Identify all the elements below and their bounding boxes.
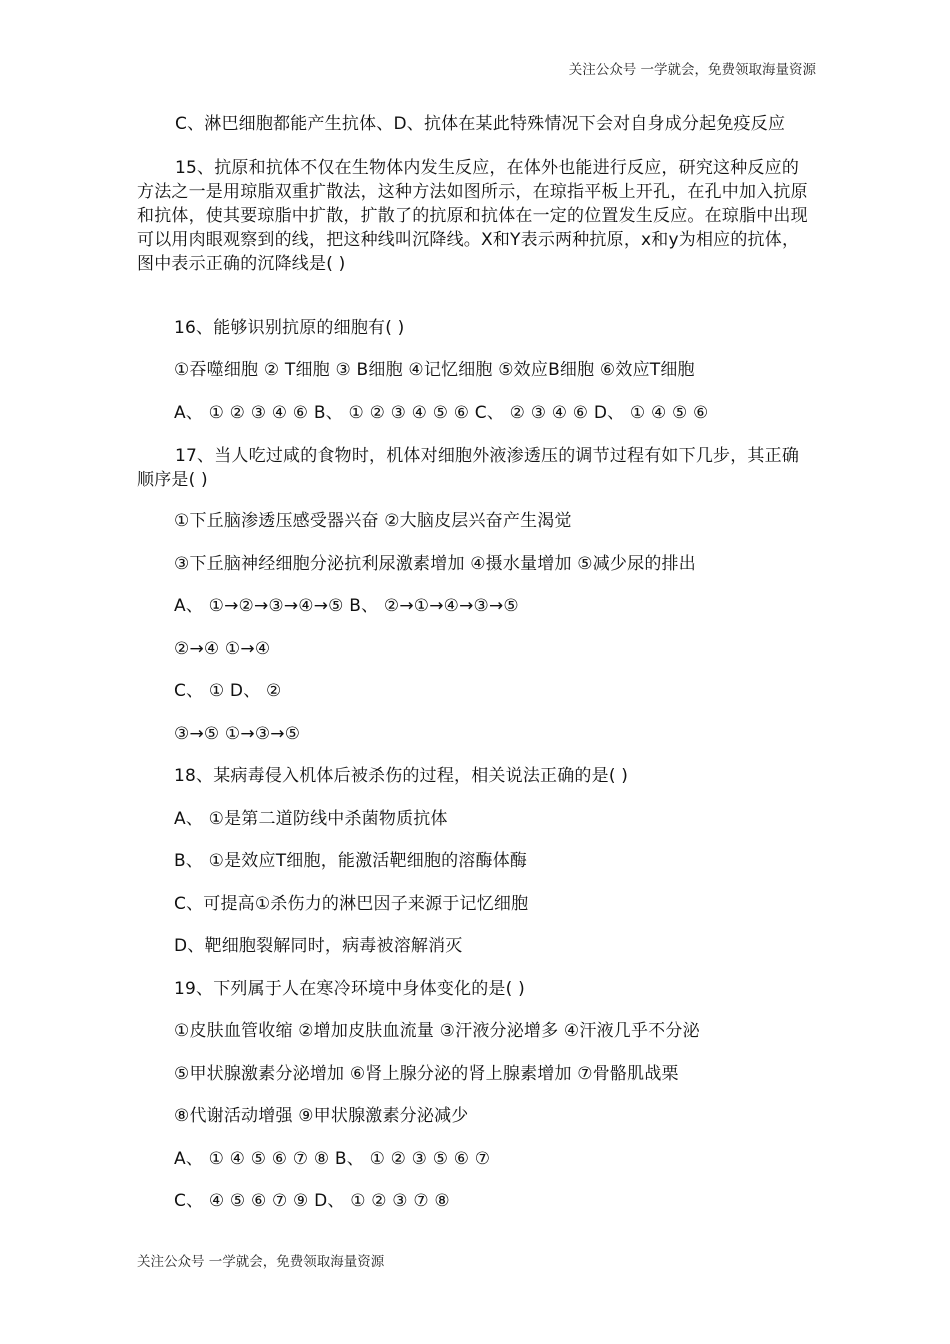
q16-options: A、 ① ② ③ ④ ⑥ B、 ① ② ③ ④ ⑤ ⑥ C、 ② ③ ④ ⑥ D、 ① ④ ⑤ ⑥	[174, 403, 709, 423]
question-16: 16、能够识别抗原的细胞有( )	[174, 318, 405, 338]
page-footer: 关注公众号 一学就会，免费领取海量资源	[137, 1254, 385, 1270]
q17-items-1: ①下丘脑渗透压感受器兴奋 ②大脑皮层兴奋产生渴觉	[174, 511, 572, 531]
question-19: 19、下列属于人在寒冷环境中身体变化的是( )	[174, 979, 525, 999]
q17-option-c: C、 ① D、 ②	[174, 681, 282, 701]
q17-option-a-continued: ②→④ ①→④	[174, 639, 271, 659]
q19-option-c: C、 ④ ⑤ ⑥ ⑦ ⑨ D、 ① ② ③ ⑦ ⑧	[174, 1191, 450, 1211]
page-header: 关注公众号 一学就会，免费领取海量资源	[568, 62, 816, 78]
q17-items-2: ③下丘脑神经细胞分泌抗利尿激素增加 ④摄水量增加 ⑤减少尿的排出	[174, 554, 696, 574]
paragraph-q14-continued: C、淋巴细胞都能产生抗体、D、抗体在某此特殊情况下会对自身成分起免疫反应	[175, 114, 786, 134]
q19-items-3: ⑧代谢活动增强 ⑨甲状腺激素分泌减少	[174, 1106, 469, 1126]
q16-items: ①吞噬细胞 ② T细胞 ③ B细胞 ④记忆细胞 ⑤效应B细胞 ⑥效应T细胞	[174, 360, 695, 380]
paragraph-q17: 17、当人吃过咸的食物时，机体对细胞外液渗透压的调节过程有如下几步，其正确顺序是( )	[137, 446, 800, 490]
q18-option-a: A、 ①是第二道防线中杀菌物质抗体	[174, 809, 448, 829]
q18-option-c: C、可提高①杀伤力的淋巴因子来源于记忆细胞	[174, 894, 529, 914]
q19-option-a: A、 ① ④ ⑤ ⑥ ⑦ ⑧ B、 ① ② ③ ⑤ ⑥ ⑦	[174, 1149, 491, 1169]
question-18: 18、某病毒侵入机体后被杀伤的过程，相关说法正确的是( )	[174, 766, 629, 786]
q17-block	[137, 444, 815, 492]
q19-items-1: ①皮肤血管收缩 ②增加皮肤血流量 ③汗液分泌增多 ④汗液几乎不分泌	[174, 1021, 700, 1041]
document-body	[137, 112, 815, 276]
paragraph-q15: 15、抗原和抗体不仅在生物体内发生反应，在体外也能进行反应，研究这种反应的方法之一是用琼脂双重扩散法，这种方法如图所示，在琼指平板上开孔，在孔中加入抗原和抗体，使其要琼脂中扩散，扩散了的抗原和抗体在一定的位置发生反应。在琼脂中出现可以用肉眼观察到的线，把这种线叫沉降线。X和Y表示两种抗原，x和y为相应的抗体，图中表示正确的沉降线是( )	[137, 158, 808, 274]
q18-option-d: D、靶细胞裂解同时，病毒被溶解消灭	[174, 936, 463, 956]
q17-option-a: A、 ①→②→③→④→⑤ B、 ②→①→④→③→⑤	[174, 596, 519, 616]
q17-option-c-continued: ③→⑤ ①→③→⑤	[174, 724, 301, 744]
q18-option-b: B、 ①是效应T细胞，能激活靶细胞的溶酶体酶	[174, 851, 528, 871]
q19-items-2: ⑤甲状腺激素分泌增加 ⑥肾上腺分泌的肾上腺素增加 ⑦骨骼肌战栗	[174, 1064, 679, 1084]
